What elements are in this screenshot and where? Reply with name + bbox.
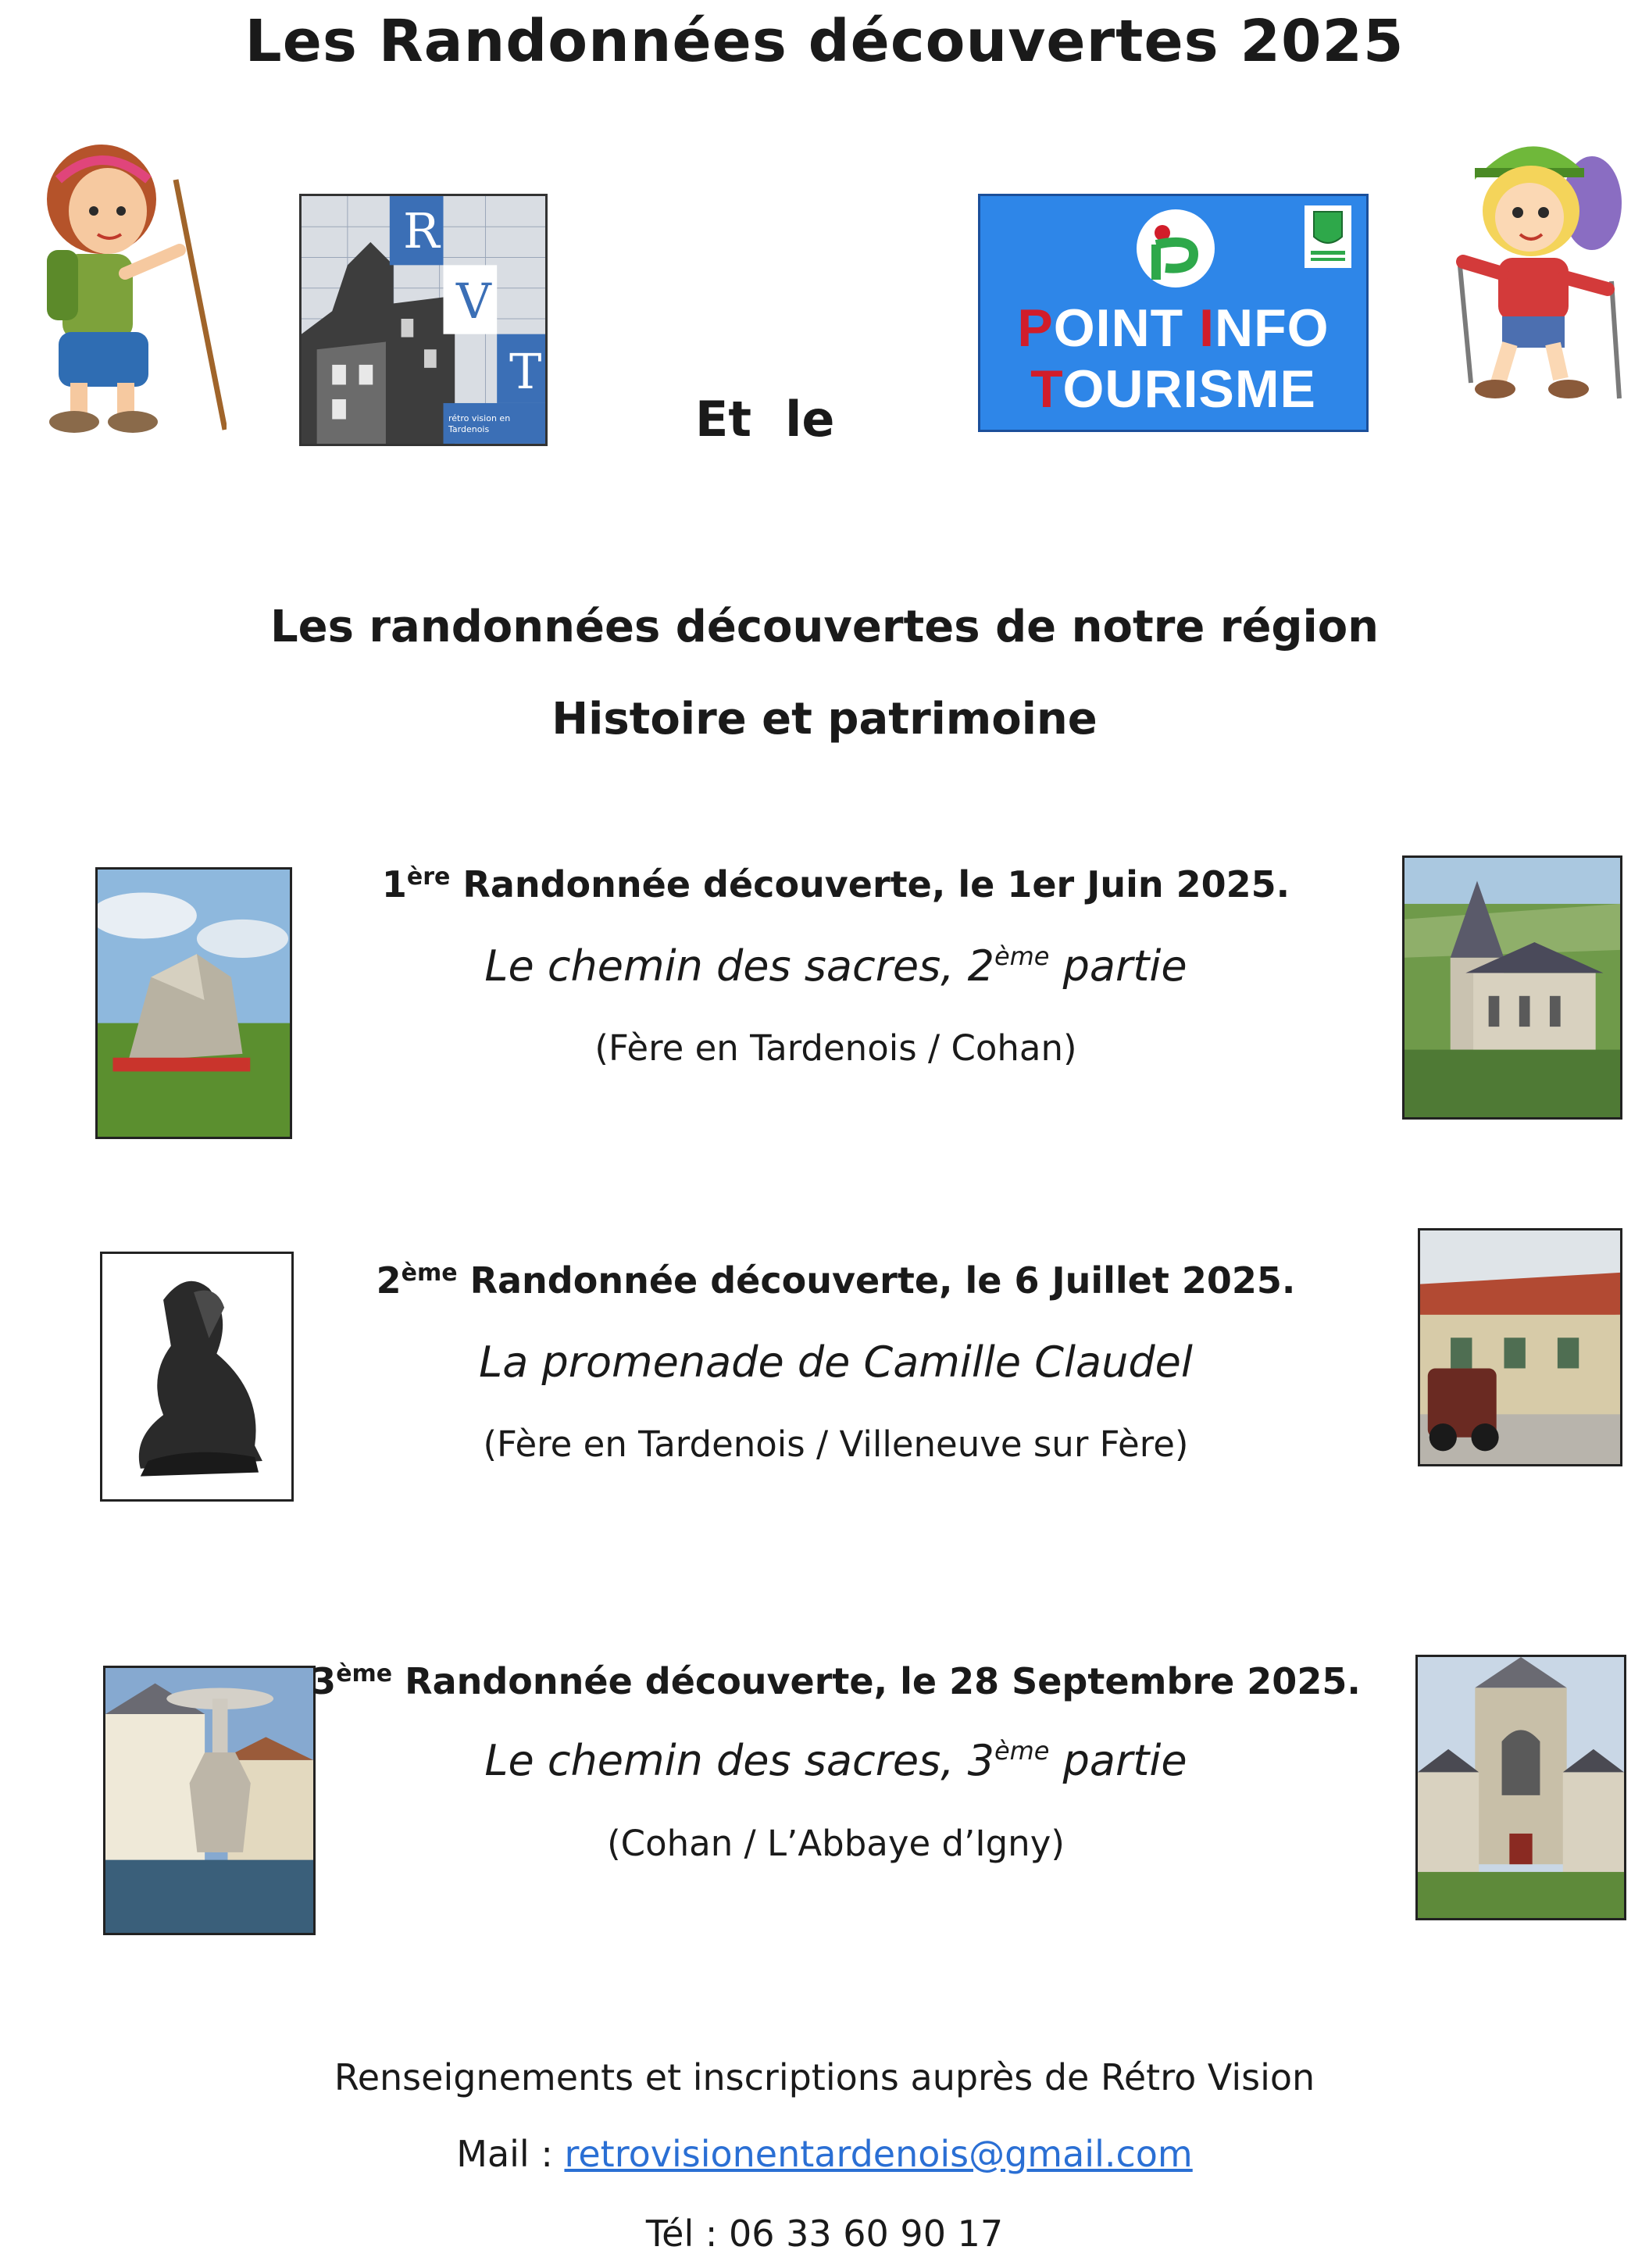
point-info-text xyxy=(980,298,1366,359)
point-info-tourisme-logo xyxy=(978,194,1369,432)
hike-1-left-photo xyxy=(95,867,292,1139)
hike-3-number: 3 xyxy=(311,1660,337,1702)
hike-3-date: Randonnée découverte, le 28 Septembre 2025. xyxy=(392,1660,1361,1702)
mail-label: Mail : xyxy=(456,2133,565,2175)
pit-letter-i: I xyxy=(1199,298,1215,358)
hike-2-route: (Fère en Tardenois / Villeneuve sur Fère) xyxy=(483,1423,1189,1465)
pit-text-oint: OINT xyxy=(1053,298,1200,358)
hike-2-title xyxy=(250,1259,1422,1302)
hike-2-right-photo xyxy=(1418,1228,1622,1466)
rvt-caption: rétro vision en Tardenois xyxy=(448,413,511,434)
hike-2-ordinal: ème xyxy=(401,1259,458,1287)
footer-mail-line xyxy=(0,2133,1649,2175)
hike-2-name xyxy=(250,1338,1422,1387)
page-title: Les Randonnées découvertes 2025 xyxy=(244,8,1405,75)
tourisme-text xyxy=(980,359,1366,420)
hike-1-route: (Fère en Tardenois / Cohan) xyxy=(594,1027,1077,1069)
hike-3-name-main: Le chemin des sacres, 3 xyxy=(484,1736,994,1785)
hike-3-title xyxy=(250,1660,1422,1702)
mail-link[interactable]: retrovisionentardenois@gmail.com xyxy=(564,2133,1193,2175)
hike-1-name xyxy=(250,941,1422,991)
hike-3-name-ordinal: ème xyxy=(994,1736,1050,1766)
point-info-emblem-icon xyxy=(1133,205,1219,291)
connector-text: Et le xyxy=(695,391,835,448)
hike-1-number: 1 xyxy=(381,863,407,905)
hiker-girl-illustration xyxy=(16,125,227,438)
hiker-kid-illustration xyxy=(1444,125,1631,406)
hike-1-name-ordinal: ème xyxy=(994,941,1050,971)
hike-3-ordinal: ème xyxy=(336,1660,393,1688)
town-crest-icon xyxy=(1305,205,1351,268)
hike-2-number: 2 xyxy=(376,1259,402,1302)
pit-letter-p: P xyxy=(1017,298,1054,358)
intro-line-1: Les randonnées découvertes de notre région xyxy=(269,602,1380,652)
hike-1-right-photo xyxy=(1402,855,1622,1120)
hike-2-name-main: La promenade de Camille Claudel xyxy=(479,1338,1193,1387)
hike-2-date: Randonnée découverte, le 6 Juillet 2025. xyxy=(457,1259,1296,1302)
hike-3-name xyxy=(250,1736,1422,1785)
rvt-letter-r: R xyxy=(403,202,440,259)
hike-1-title xyxy=(250,863,1422,905)
hike-1-name-main: Le chemin des sacres, 2 xyxy=(484,941,994,991)
hike-3-right-photo xyxy=(1415,1655,1626,1920)
rvt-letter-t: T xyxy=(509,343,542,400)
footer-phone: Tél : 06 33 60 90 17 xyxy=(645,2213,1004,2255)
rvt-letter-v: V xyxy=(456,273,491,330)
footer-info: Renseignements et inscriptions auprès de Rétro Vision xyxy=(334,2056,1315,2098)
hike-3-name-suffix: partie xyxy=(1049,1736,1187,1785)
hike-1-ordinal: ère xyxy=(406,863,451,891)
hike-3-route: (Cohan / L’Abbaye d’Igny) xyxy=(607,1823,1065,1864)
pit-letter-t: T xyxy=(1030,359,1063,419)
pit-text-nfo: NFO xyxy=(1215,298,1330,358)
pit-text-ourisme: OURISME xyxy=(1062,359,1316,419)
hike-1-date: Randonnée découverte, le 1er Juin 2025. xyxy=(450,863,1290,905)
hike-1-name-suffix: partie xyxy=(1049,941,1187,991)
rvt-logo xyxy=(299,194,548,446)
intro-line-2: Histoire et patrimoine xyxy=(551,694,1098,745)
hike-3-left-photo xyxy=(103,1666,316,1935)
